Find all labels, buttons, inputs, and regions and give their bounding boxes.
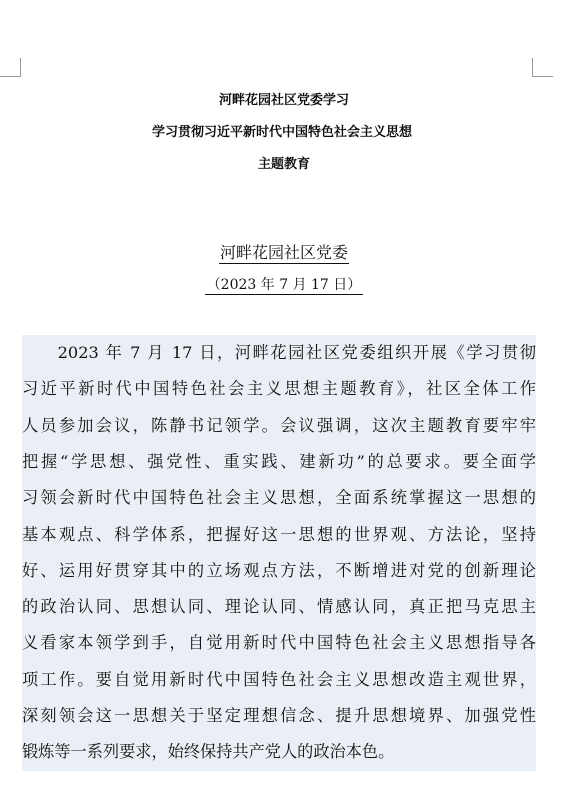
body-line: 基本观点、科学体系，把握好这一思想的世界观、方法论，坚持 xyxy=(22,524,536,544)
page-corner-mark-right xyxy=(532,58,553,77)
body-line: 习近平新时代中国特色社会主义思想主题教育》，社区全体工作 xyxy=(22,379,536,399)
body-text-block xyxy=(22,335,536,771)
page-corner-mark-left xyxy=(0,58,21,77)
body-line: 2023 年 7 月 17 日，河畔花园社区党委组织开展《学习贯彻 xyxy=(22,343,536,362)
body-line: 好、运用好贯穿其中的立场观点方法，不断增进对党的创新理论 xyxy=(22,560,536,580)
author-line xyxy=(0,242,568,264)
body-line: 深刻领会这一思想关于坚定理想信念、提升思想境界、加强党性 xyxy=(22,706,536,725)
document-title-line-2: 学习贯彻习近平新时代中国特色社会主义思想 xyxy=(151,125,412,140)
author-name: 河畔花园社区党委 xyxy=(219,243,348,262)
body-line: 项工作。要自觉用新时代中国特色社会主义思想改造主观世界， xyxy=(22,669,536,689)
body-line: 把握“学思想、强党性、重实践、建新功”的总要求。要全面学 xyxy=(22,451,536,471)
body-line: 的政治认同、思想认同、理论认同、情感认同，真正把马克思主 xyxy=(22,597,536,617)
body-line: 人员参加会议，陈静书记领学。会议强调，这次主题教育要牢牢 xyxy=(22,415,536,435)
document-title-line-1: 河畔花园社区党委学习 xyxy=(218,93,349,108)
body-line: 义看家本领学到手，自觉用新时代中国特色社会主义思想指导各 xyxy=(22,633,536,653)
body-line: 习领会新时代中国特色社会主义思想，全面系统掌握这一思想的 xyxy=(22,488,536,508)
date-text: （2023 年 7 月 17 日） xyxy=(206,277,362,293)
document-title-line-3: 主题教育 xyxy=(257,157,310,172)
date-line xyxy=(0,274,568,296)
body-line: 锻炼等一系列要求，始终保持共产党人的政治本色。 xyxy=(22,742,395,762)
